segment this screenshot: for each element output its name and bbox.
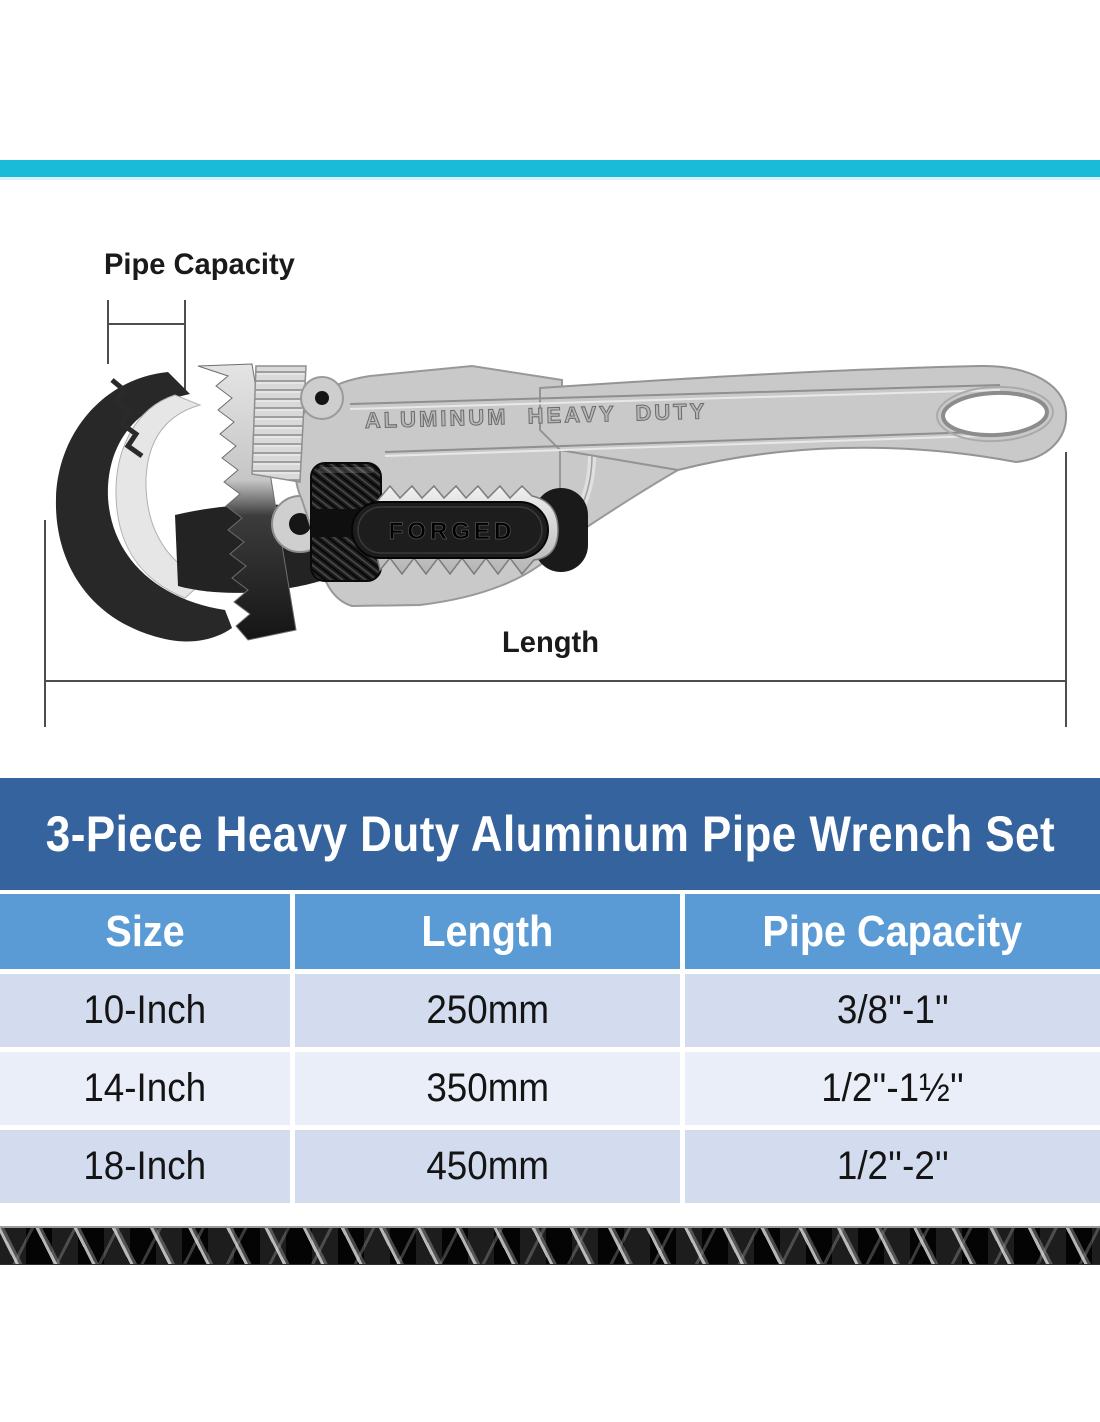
teal-accent-bar (0, 160, 1100, 180)
header-cell-length: Length (295, 894, 680, 969)
carbon-fiber-strip (0, 1226, 1100, 1265)
table-cell-size-1: 14-Inch (0, 1052, 290, 1125)
table-cell-length-1: 350mm (295, 1052, 680, 1125)
table-cell-length-0: 250mm (295, 974, 680, 1047)
engraving-text: ALUMINUM HEAVY DUTY (364, 398, 708, 433)
forged-stamp (352, 502, 548, 558)
spec-table (0, 894, 1100, 1203)
table-cell-pipe-capacity-1: 1/2''-1½'' (685, 1052, 1100, 1125)
product-title-banner (0, 778, 1100, 890)
table-cell-pipe-capacity-0: 3/8''-1'' (685, 974, 1100, 1047)
header-cell-size: Size (0, 894, 290, 969)
table-cell-length-2: 450mm (295, 1130, 680, 1203)
header-cell-pipe-capacity: Pipe Capacity (685, 894, 1100, 969)
pivot-pin-hole (315, 391, 329, 405)
table-cell-size-2: 18-Inch (0, 1130, 290, 1203)
nose-serrations (252, 366, 306, 482)
pipe-capacity-label: Pipe Capacity (104, 248, 295, 281)
forged-text: FORGED (388, 518, 516, 545)
table-cell-size-0: 10-Inch (0, 974, 290, 1047)
pipe-wrench-figure (0, 228, 1100, 768)
length-label: Length (502, 626, 599, 659)
table-cell-pipe-capacity-2: 1/2''-2'' (685, 1130, 1100, 1203)
product-title: 3-Piece Heavy Duty Aluminum Pipe Wrench Set (45, 806, 1055, 862)
